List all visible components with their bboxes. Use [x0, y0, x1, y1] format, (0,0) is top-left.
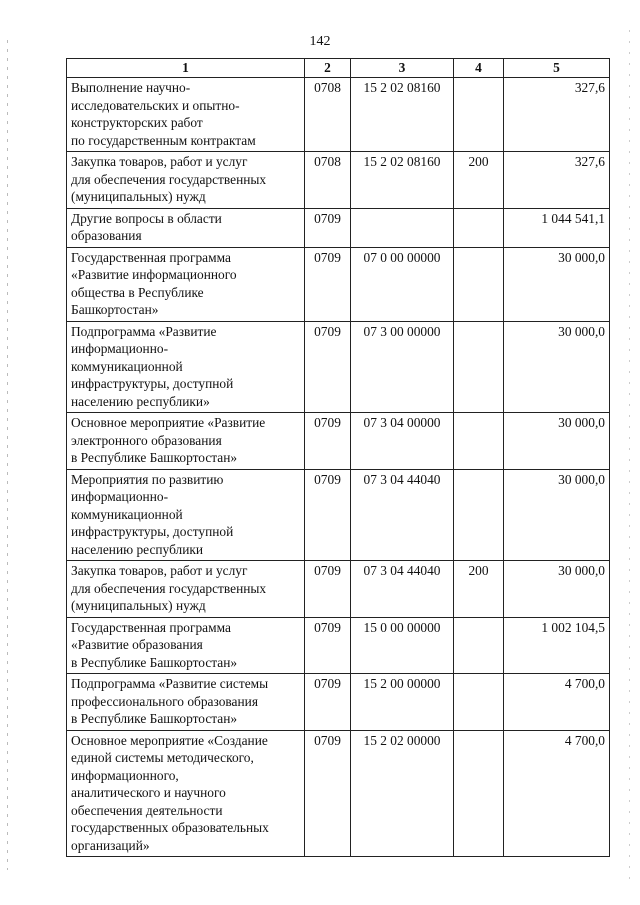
row-expense-type: [454, 78, 504, 152]
row-expense-type: [454, 617, 504, 674]
row-target-code: 15 2 02 00000: [351, 730, 454, 857]
page-number: 142: [309, 34, 331, 49]
table-row: [67, 247, 610, 321]
column-header-3: 3: [351, 59, 454, 78]
scan-edge-right: [629, 30, 630, 880]
row-amount: 30 000,0: [504, 413, 610, 470]
table-row: [67, 469, 610, 561]
table-row: [67, 730, 610, 857]
row-target-code: 15 2 00 00000: [351, 674, 454, 731]
table-row: [67, 78, 610, 152]
row-name: Подпрограмма «Развитие системы профессионального образования в Республике Башкортостан»: [67, 674, 305, 731]
row-section-code: 0709: [305, 674, 351, 731]
row-name: Подпрограмма «Развитие информационно- коммуникационной инфраструктуры, доступной населению республики»: [67, 321, 305, 413]
row-expense-type: 200: [454, 561, 504, 618]
row-target-code: 07 3 04 44040: [351, 561, 454, 618]
table-header-row: [67, 59, 610, 78]
column-header-2: 2: [305, 59, 351, 78]
row-name: Выполнение научно- исследовательских и опытно- конструкторских работ по государственным контрактам: [67, 78, 305, 152]
row-target-code: 07 3 00 00000: [351, 321, 454, 413]
table-row: [67, 413, 610, 470]
row-section-code: 0709: [305, 208, 351, 247]
row-expense-type: [454, 674, 504, 731]
column-header-5: 5: [504, 59, 610, 78]
row-section-code: 0709: [305, 730, 351, 857]
table-row: [67, 674, 610, 731]
table-body: [67, 78, 610, 857]
row-amount: 1 044 541,1: [504, 208, 610, 247]
row-amount: 1 002 104,5: [504, 617, 610, 674]
row-target-code: 15 0 00 00000: [351, 617, 454, 674]
row-expense-type: [454, 247, 504, 321]
row-target-code: [351, 208, 454, 247]
row-expense-type: [454, 208, 504, 247]
row-section-code: 0709: [305, 469, 351, 561]
row-expense-type: [454, 730, 504, 857]
column-header-1: 1: [67, 59, 305, 78]
row-expense-type: [454, 321, 504, 413]
scan-edge-left: [7, 40, 8, 870]
table-row: [67, 321, 610, 413]
row-target-code: 07 0 00 00000: [351, 247, 454, 321]
row-amount: 327,6: [504, 78, 610, 152]
row-target-code: 07 3 04 00000: [351, 413, 454, 470]
row-target-code: 15 2 02 08160: [351, 78, 454, 152]
row-name: Мероприятия по развитию информационно- коммуникационной инфраструктуры, доступной населению республики: [67, 469, 305, 561]
row-name: Основное мероприятие «Создание единой системы методического, информационного, аналитического и научного обеспечения деятельности государственных образовательных организаций»: [67, 730, 305, 857]
row-name: Закупка товаров, работ и услуг для обеспечения государственных (муниципальных) нужд: [67, 561, 305, 618]
budget-table: [66, 58, 610, 857]
column-header-4: 4: [454, 59, 504, 78]
row-expense-type: [454, 413, 504, 470]
row-section-code: 0709: [305, 561, 351, 618]
row-section-code: 0709: [305, 413, 351, 470]
table-row: [67, 617, 610, 674]
row-section-code: 0708: [305, 78, 351, 152]
row-name: Основное мероприятие «Развитие электронного образования в Республике Башкортостан»: [67, 413, 305, 470]
row-expense-type: 200: [454, 152, 504, 209]
row-section-code: 0709: [305, 617, 351, 674]
row-amount: 327,6: [504, 152, 610, 209]
table-row: [67, 152, 610, 209]
row-amount: 30 000,0: [504, 247, 610, 321]
row-amount: 30 000,0: [504, 321, 610, 413]
row-name: Закупка товаров, работ и услуг для обеспечения государственных (муниципальных) нужд: [67, 152, 305, 209]
table-row: [67, 208, 610, 247]
row-section-code: 0708: [305, 152, 351, 209]
row-amount: 30 000,0: [504, 561, 610, 618]
row-amount: 4 700,0: [504, 730, 610, 857]
row-expense-type: [454, 469, 504, 561]
row-target-code: 15 2 02 08160: [351, 152, 454, 209]
row-name: Государственная программа «Развитие информационного общества в Республике Башкортостан»: [67, 247, 305, 321]
row-target-code: 07 3 04 44040: [351, 469, 454, 561]
row-amount: 4 700,0: [504, 674, 610, 731]
row-section-code: 0709: [305, 247, 351, 321]
row-name: Государственная программа «Развитие образования в Республике Башкортостан»: [67, 617, 305, 674]
table-row: [67, 561, 610, 618]
row-section-code: 0709: [305, 321, 351, 413]
row-name: Другие вопросы в области образования: [67, 208, 305, 247]
row-amount: 30 000,0: [504, 469, 610, 561]
